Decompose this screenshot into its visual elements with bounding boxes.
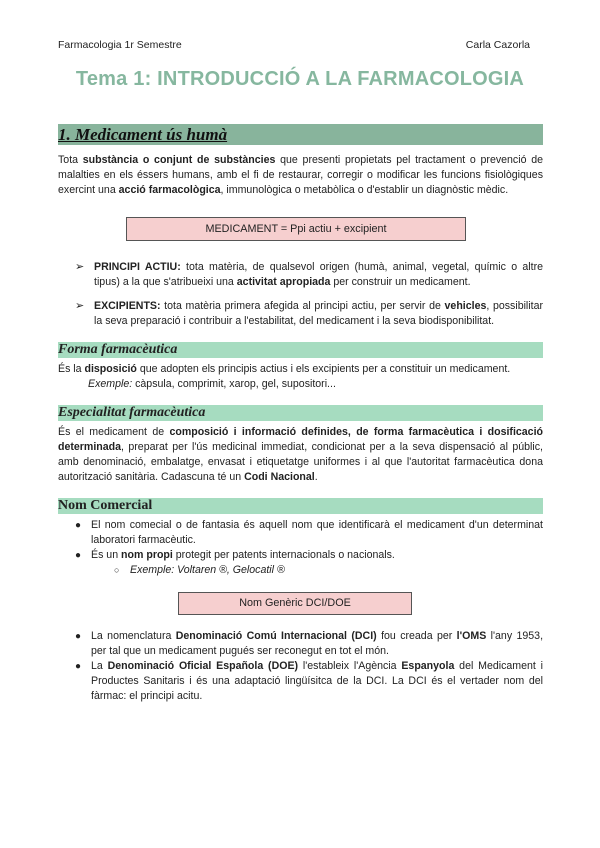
text: protegit per patents internacionals o nacionals. — [172, 549, 395, 561]
list-item — [58, 518, 543, 548]
text: La — [91, 660, 108, 672]
text: , preparat per l'ús medicinal immediat, condicionat per a la seva dispensació al públic, amb denominació, embalatge, envasat i etiquetatge uniformes i al que l'autoritat farmacèutica dona autorització sanitària. Cadascuna té un — [58, 441, 543, 483]
bold-text: vehicles — [444, 300, 487, 312]
especialitat-paragraph — [58, 425, 543, 485]
bold-text: Denominació Comú Internacional (DCI) — [175, 630, 377, 642]
bold-text: l'OMS — [456, 630, 487, 642]
page-header — [58, 38, 530, 53]
section-heading-nom-comercial: Nom Comercial — [58, 498, 543, 514]
list-item — [58, 659, 543, 704]
definition-paragraph — [58, 153, 543, 198]
bullet-icon: ● — [75, 520, 82, 531]
arrow-icon: ➢ — [75, 261, 85, 273]
text: , immunològica o metabòlica o d'establir un diagnòstic mèdic. — [220, 184, 509, 196]
bold-text: substància o conjunt de substàncies — [82, 154, 276, 166]
list-item-text: El nom comecial o de fantasia és aquell nom que identificarà el medicament d'un determinat laboratori farmacèutic. — [91, 519, 543, 546]
text: càpsula, comprimit, xarop, gel, supositori... — [132, 378, 336, 390]
text: l'estableix l'Agència — [298, 660, 402, 672]
text: que adopten els principis actius i els excipients per a constituir un medicament. — [136, 363, 511, 375]
bullet-icon: ● — [75, 661, 82, 672]
text: És la — [58, 363, 85, 375]
example-text: Exemple: Voltaren ®, Gelocatil ® — [130, 564, 285, 576]
list-item — [58, 629, 543, 659]
text: l'any 1953, per tal que un medicament pugués ser reconegut en tot el món. — [91, 630, 544, 657]
list-item — [58, 548, 543, 563]
list-item-principi-actiu — [58, 260, 543, 290]
bold-text: composició i informació definides, de forma farmacèutica i dosificació determinada — [58, 426, 543, 453]
bold-text: disposició — [84, 363, 137, 375]
text: tota matèria, de qualsevol origen (humà, animal, vegetal, químic o altre tipus) a la que s'atribueixi una — [94, 261, 544, 288]
page-title: Tema 1: INTRODUCCIÓ A LA FARMACOLOGIA — [75, 68, 525, 90]
formula-box: MEDICAMENT = Ppi actiu + excipient — [126, 217, 466, 241]
sub-list-item — [58, 563, 543, 578]
section-heading-medicament: 1. Medicament ús humà — [58, 124, 543, 145]
document-body — [58, 124, 543, 704]
list-item-text — [80, 260, 543, 290]
circle-bullet-icon: ○ — [114, 565, 120, 575]
text: per construir un medicament. — [330, 276, 471, 288]
forma-paragraph — [58, 362, 543, 377]
list-item-text — [91, 548, 543, 563]
text: que presenti propietats pel tractament o prevenció de malalties en els éssers humans, amb el fi de restaurar, corregir o modificar les funcions fisiològiques exercint una — [58, 154, 543, 196]
bold-text: nom propi — [121, 549, 173, 561]
bold-text: Espanyola — [401, 660, 455, 672]
section-heading-especialitat: Especialitat farmacèutica — [58, 405, 543, 421]
example-label: Exemple: — [88, 378, 133, 390]
list-item-excipients — [58, 299, 543, 329]
bold-text: EXCIPIENTS: — [94, 300, 161, 312]
bullet-icon: ● — [75, 550, 82, 561]
header-author: Carla Cazorla — [465, 39, 530, 51]
text: Tota — [58, 154, 83, 166]
list-item-text — [91, 659, 543, 704]
bold-text: activitat apropiada — [236, 276, 331, 288]
text: del Medicament i Productes Sanitaris i és una adaptació lingüísitca de la DCI. La DCI és el vertader nom del fàrmac: el principi acitu. — [91, 660, 543, 702]
arrow-icon: ➢ — [75, 300, 85, 312]
list-item-text — [80, 299, 543, 329]
text: , possibilitar la seva preparació i contribuir a l'estabilitat, del medicament i la seva biodisponibilitat. — [94, 300, 544, 327]
forma-example — [58, 377, 543, 392]
list-item-text — [91, 629, 543, 659]
header-course: Farmacologia 1r Semestre — [58, 39, 182, 51]
text: fou creada per — [376, 630, 457, 642]
nom-generic-list — [58, 629, 543, 704]
bullet-icon: ● — [75, 631, 82, 642]
bold-text: Codi Nacional — [244, 471, 315, 483]
bold-text: Denominació Oficial Española (DOE) — [107, 660, 299, 672]
section-heading-forma: Forma farmacèutica — [58, 342, 543, 358]
bold-text: acció farmacològica — [118, 184, 221, 196]
text: És un — [91, 549, 122, 561]
text: . — [314, 471, 318, 483]
nom-comercial-list — [58, 518, 543, 563]
text: La nomenclatura — [91, 630, 176, 642]
formula-box-generic: Nom Genèric DCI/DOE — [178, 592, 412, 615]
bold-text: PRINCIPI ACTIU: — [94, 261, 181, 273]
text: tota matèria primera afegida al principi actiu, per servir de — [160, 300, 445, 312]
text: És el medicament de — [58, 426, 170, 438]
